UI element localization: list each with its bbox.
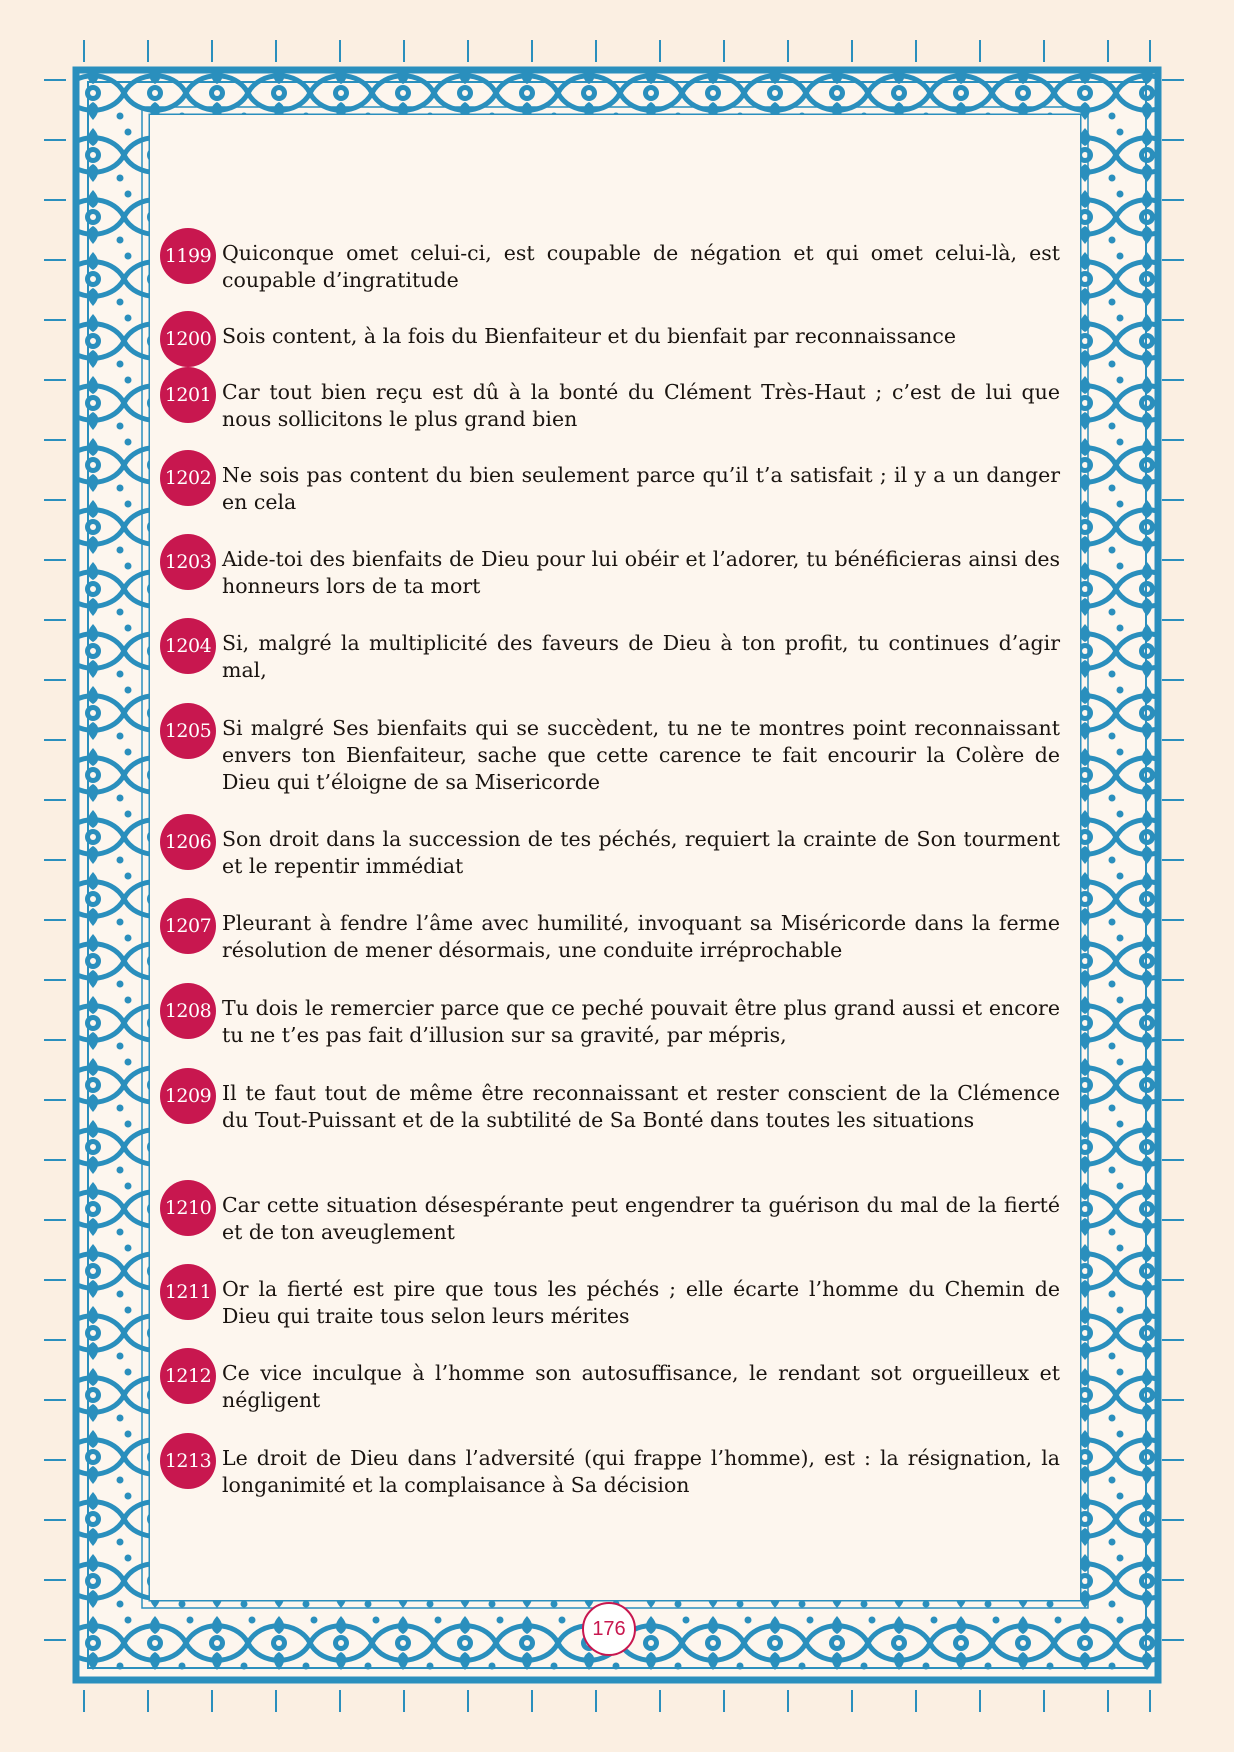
verse-item [162,1360,1062,1414]
verse-number-badge: 1199 [160,228,216,284]
verse-text: Car tout bien reçu est dû à la bonté du Clément Très-Haut ; c’est de lui que nous sollicitons le plus grand bien [222,380,1060,431]
verse-item [162,1192,1062,1246]
verse-number-badge: 1204 [160,618,216,674]
verse-text: Pleurant à fendre l’âme avec humilité, invoquant sa Miséricorde dans la ferme résolution de mener désormais, une conduite irréprochable [222,911,1060,962]
verse-text: Or la fierté est pire que tous les péchés ; elle écarte l’homme du Chemin de Dieu qui traite tous selon leurs mérites [222,1277,1060,1328]
verse-number-badge: 1200 [160,311,216,367]
verse-number-badge: 1210 [160,1180,216,1236]
verse-number-badge: 1207 [160,898,216,954]
verse-number-badge: 1202 [160,450,216,506]
verse-text: Ce vice inculque à l’homme son autosuffisance, le rendant sot orgueilleux et négligent [222,1361,1060,1412]
tick-marks-bottom [84,1690,1150,1712]
verse-text: Ne sois pas content du bien seulement parce qu’il t’a satisfait ; il y a un danger en cela [222,463,1060,514]
verse-item [162,826,1062,880]
verse-text: Son droit dans la succession de tes péchés, requiert la crainte de Son tourment et le repentir immédiat [222,827,1060,878]
tick-marks-top [84,40,1150,62]
verse-text: Sois content, à la fois du Bienfaiteur et du bienfait par reconnaissance [222,324,956,348]
verse-text: Quiconque omet celui-ci, est coupable de négation et qui omet celui-là, est coupable d’ingratitude [222,241,1060,292]
verse-item [162,630,1062,684]
verse-number-badge: 1208 [160,983,216,1039]
verse-text: Car cette situation désespérante peut engendrer ta guérison du mal de la fierté et de ton aveuglement [222,1193,1060,1244]
verse-text: Si, malgré la multiplicité des faveurs de Dieu à ton profit, tu continues d’agir mal, [222,631,1060,682]
verse-number-badge: 1211 [160,1264,216,1320]
verse-item [162,323,1062,367]
verse-item [162,462,1062,516]
verse-item [162,1276,1062,1330]
verse-item [162,910,1062,964]
verse-text: Le droit de Dieu dans l’adversité (qui frappe l’homme), est : la résignation, la longanimité et la complaisance à Sa décision [222,1446,1060,1497]
verse-number-badge: 1213 [160,1433,216,1489]
tick-marks-right [1162,80,1184,1640]
tick-marks-left [44,80,66,1640]
verse-text: Si malgré Ses bienfaits qui se succèdent, tu ne te montres point reconnaissant envers ton Bienfaiteur, sache que cette carence te fait encourir la Colère de Dieu qui t’éloigne de sa Misericorde [222,716,1060,794]
verse-text: Tu dois le remercier parce que ce peché pouvait être plus grand aussi et encore tu ne t’es pas fait d’illusion sur sa gravité, par mépris, [222,996,1060,1047]
verse-item [162,715,1062,796]
verse-number-badge: 1209 [160,1068,216,1124]
verse-number-badge: 1201 [160,367,216,423]
page-number: 176 [582,1602,636,1656]
verse-text: Aide-toi des bienfaits de Dieu pour lui obéir et l’adorer, tu bénéficieras ainsi des honneurs lors de ta mort [222,547,1060,598]
verse-item [162,240,1062,294]
verse-number-badge: 1205 [160,703,216,759]
verse-item [162,1445,1062,1499]
verse-number-badge: 1212 [160,1348,216,1404]
verse-item [162,379,1062,433]
verse-item [162,1080,1062,1134]
verse-item [162,995,1062,1049]
verse-number-badge: 1206 [160,814,216,870]
verse-number-badge: 1203 [160,534,216,590]
verse-text: Il te faut tout de même être reconnaissant et rester conscient de la Clémence du Tout-Puissant et de la subtilité de Sa Bonté dans toutes les situations [222,1081,1060,1132]
verse-item [162,546,1062,600]
